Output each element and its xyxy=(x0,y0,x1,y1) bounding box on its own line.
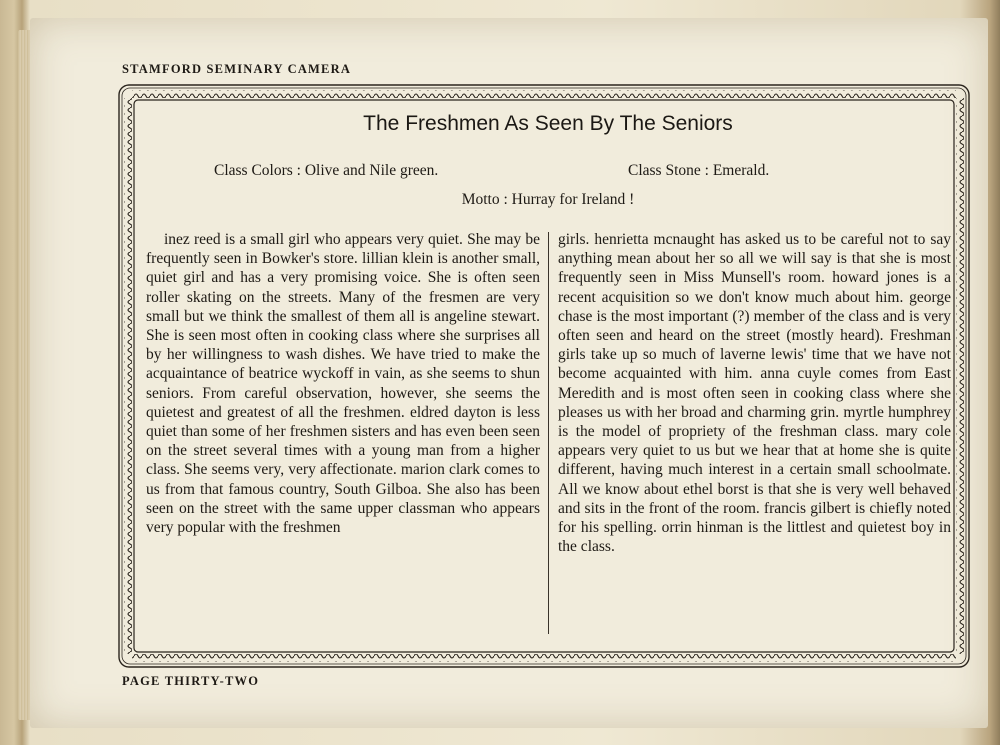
left-column-text: inez reed is a small girl who appears very quiet. She may be frequently seen in Bowker's store. lillian klein is another small, quiet girl and has a very promising voice. She is often seen roller skating on the streets. Many of the fresmen are very small but we think the smallest of them all is angeline stewart. She is seen most often in cooking class where she surprises all by her willingness to wash dishes. We have tried to make the acquaintance of beatrice wyckoff in vain, as she seems to shun seniors. From careful observation, however, she seems the quietest and greatest of all the freshmen. eldred dayton is less quiet than some of her freshmen sisters and has even been seen on the street several times with a young man from a higher class. She seems very, very affectionate. marion clark comes to us from that famous country, South Gilboa. She also has been seen on the street with the same upper classman who appears very popular with the freshmen xyxy=(146,231,540,537)
class-stone: Class Stone : Emerald. xyxy=(628,162,770,179)
class-colors: Class Colors : Olive and Nile green. xyxy=(214,162,439,179)
class-motto: Motto : Hurray for Ireland ! xyxy=(461,191,635,208)
running-head: STAMFORD SEMINARY CAMERA xyxy=(122,62,352,76)
page-title: The Freshmen As Seen By The Seniors xyxy=(363,112,733,135)
column-divider xyxy=(548,232,549,634)
right-column-text: girls. henrietta mcnaught has asked us to be careful not to say anything mean about her so all we will say is that she is most frequently seen in Miss Munsell's room. howard jones is a recent acquisition so we don't know much about him. george chase is the most important (?) member of the class and is very often seen and heard on the street (mostly heard). Freshman girls take up so much of laverne lewis' time that we have not become acquainted with him. anna cuyle comes from East Meredith and is most often seen in cooking class where she pleases us with her broad and charming grin. myrtle humphrey is the model of propriety of the freshman class. mary cole appears very quiet to us but we hear that at home she is quite different, having much interest in a certain small schoolmate. All we know about ethel borst is that she is very well behaved and sits in the front of the room. francis gilbert is chiefly noted for his spelling. orrin hinman is the littlest and quietest boy in the class. xyxy=(558,231,951,556)
page-number-footer: PAGE THIRTY-TWO xyxy=(122,674,260,688)
